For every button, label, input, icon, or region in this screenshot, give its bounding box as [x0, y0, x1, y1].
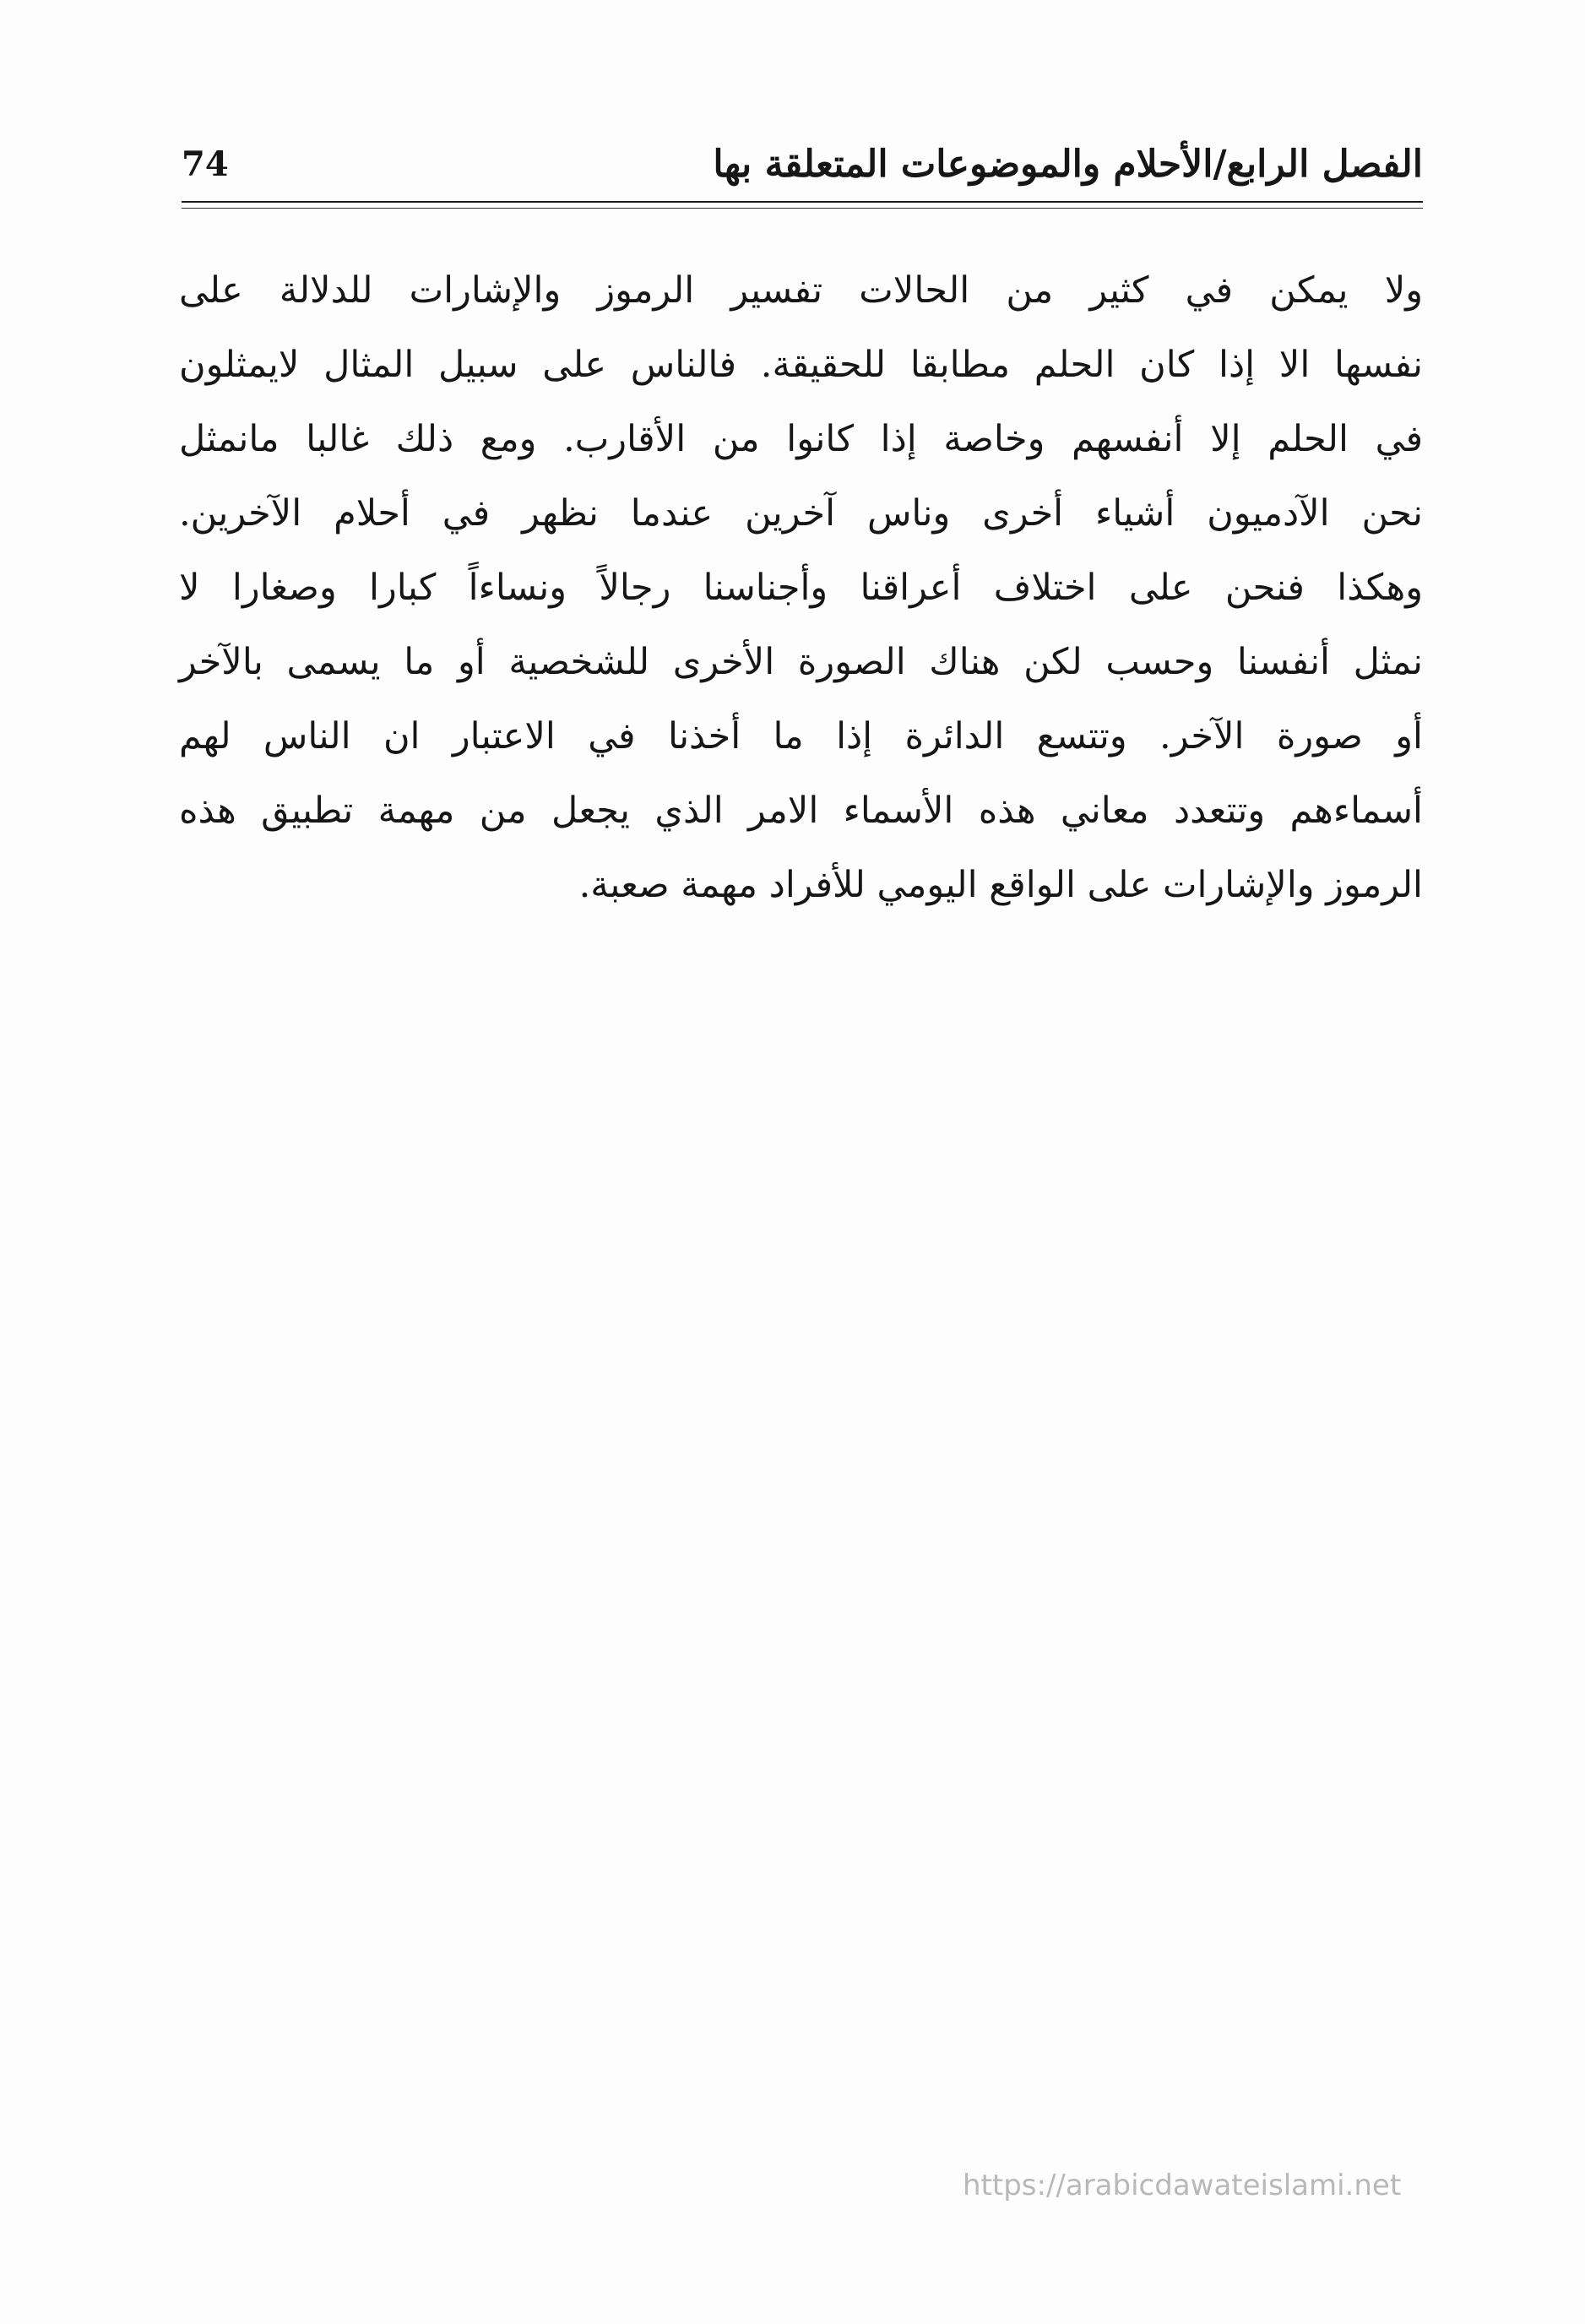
- watermark-url: https://arabicdawateislami.net: [963, 2169, 1402, 2202]
- text-line: نحن الآدميون أشياء أخرى وناس آخرين عندما نظهر في أحلام الآخرين.: [179, 492, 1423, 535]
- text-line: في الحلم إلا أنفسهم وخاصة إذا كانوا من الأقارب. ومع ذلك غالبا مانمثل: [179, 418, 1423, 460]
- header-rule-thin: [182, 208, 1423, 209]
- page-number: 74: [182, 144, 229, 184]
- text-line: أو صورة الآخر. وتتسع الدائرة إذا ما أخذنا في الاعتبار ان الناس لهم: [179, 715, 1423, 757]
- body-paragraph: [179, 253, 1423, 922]
- running-header: [182, 139, 1423, 192]
- text-line: ولا يمكن في كثير من الحالات تفسير الرموز والإشارات للدلالة على: [179, 269, 1423, 312]
- text-line: وهكذا فنحن على اختلاف أعراقنا وأجناسنا رجالاً ونساءاً كبارا وصغارا لا: [179, 567, 1423, 609]
- text-line: نفسها الا إذا كان الحلم مطابقا للحقيقة. فالناس على سبيل المثال لايمثلون: [179, 344, 1423, 386]
- text-line: أسماءهم وتتعدد معاني هذه الأسماء الامر الذي يجعل من مهمة تطبيق هذه: [179, 790, 1423, 832]
- header-rule: [182, 201, 1423, 203]
- text-line: نمثل أنفسنا وحسب لكن هناك الصورة الأخرى للشخصية أو ما يسمى بالآخر: [179, 641, 1423, 683]
- text-line: الرموز والإشارات على الواقع اليومي للأفراد مهمة صعبة.: [578, 864, 1423, 906]
- chapter-title: الفصل الرابع/الأحلام والموضوعات المتعلقة بها: [713, 143, 1423, 186]
